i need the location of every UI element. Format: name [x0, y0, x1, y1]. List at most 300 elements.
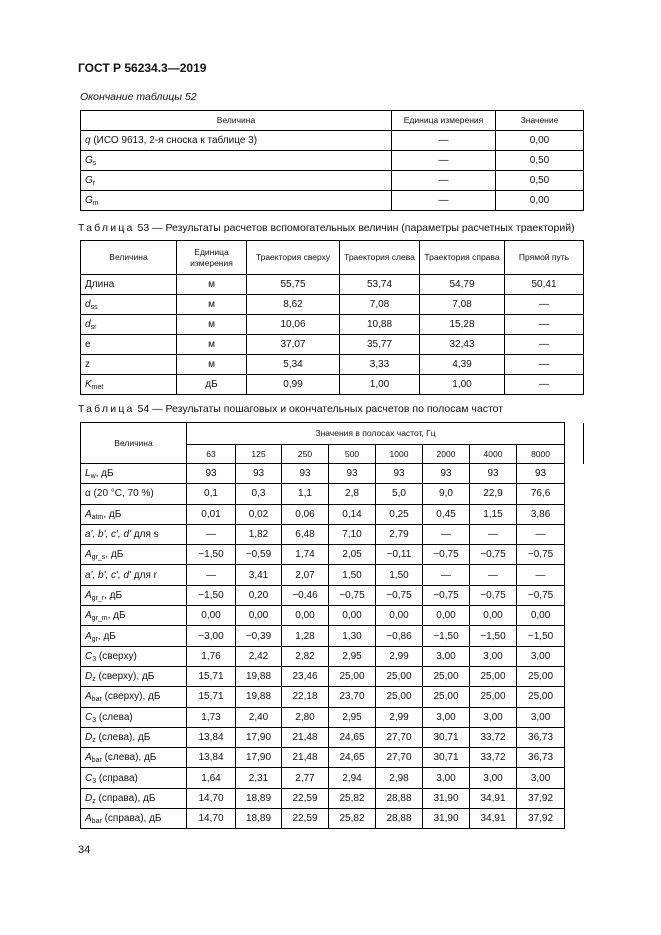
table54-cell-value: 19,88 [236, 687, 282, 707]
label-rest: (сверху) [96, 650, 137, 662]
table54-cell-value: — [470, 565, 517, 585]
table54-cell-value: 2,40 [236, 707, 282, 727]
table54-header-freq: 8000 [517, 445, 565, 464]
table54-cell-value: 24,65 [329, 748, 376, 768]
table53-cell-value: 7,08 [420, 295, 505, 315]
table54-cell-value: 1,64 [187, 768, 236, 788]
subscript: 3 [92, 777, 97, 785]
table52-header-unit: Единица измерения [392, 111, 496, 131]
table54-row [81, 565, 584, 585]
table53-cell-value: 32,43 [420, 335, 505, 355]
table54-cell-value: 18,89 [236, 809, 282, 829]
table54-cell-value: 1,76 [187, 646, 236, 666]
table53-cell-value: 37,07 [247, 335, 340, 355]
table54-cell-value: 17,90 [236, 727, 282, 747]
table53-header-unit: Единица измерения [177, 241, 247, 275]
table54-cell-value: 22,18 [282, 687, 329, 707]
table54-header-group: Значения в полосах частот, Гц [187, 423, 565, 445]
table54-cell-value: −0,11 [376, 545, 423, 565]
table54-spacer [565, 464, 584, 484]
table53-header-name: Величина [81, 241, 177, 275]
table52-cell-unit: — [392, 131, 496, 151]
table52-caption: Окончание таблицы 52 [80, 91, 197, 103]
table54-cell-value: 6,48 [282, 524, 329, 544]
subscript: z [92, 676, 96, 684]
table54-cell-value: 2,77 [282, 768, 329, 788]
table54-header-freq: 1000 [376, 445, 423, 464]
table54-cell-name [81, 727, 187, 747]
table54-cell-value: 93 [517, 464, 565, 484]
symbol: A [85, 610, 92, 622]
table54-spacer [565, 565, 584, 585]
table54-row [81, 464, 584, 484]
label-rest: , дБ [95, 468, 114, 480]
table54-row [81, 484, 584, 504]
table54-cell-value: 25,00 [376, 687, 423, 707]
label-rest: (ИСО 9613, 2-я сноска к таблице 3) [90, 135, 258, 146]
subscript: s [92, 160, 97, 167]
table54-cell-value: −1,50 [423, 626, 470, 646]
table52-row [81, 191, 584, 211]
table52-row [81, 151, 584, 171]
symbol: A [85, 630, 92, 642]
label-rest: для s [131, 529, 159, 541]
table54-cell-name [81, 626, 187, 646]
table54-spacer [565, 646, 584, 666]
table54-spacer [565, 748, 584, 768]
table54-cell-value: 3,86 [517, 504, 565, 524]
symbol: q [85, 135, 91, 146]
table54-header-freq: 4000 [470, 445, 517, 464]
table54-cell-value: −0,75 [470, 585, 517, 605]
table54-cell-name [81, 666, 187, 686]
subscript: gr_m [91, 615, 108, 623]
label-rest: (слева) [96, 711, 133, 723]
symbol: A [85, 508, 92, 520]
table54-cell-value: 18,89 [236, 788, 282, 808]
table54-cell-value: −0,75 [470, 545, 517, 565]
table54-cell-name [81, 545, 187, 565]
table53-row [81, 355, 584, 375]
table52-cell-name [81, 191, 392, 211]
table53-row [81, 335, 584, 355]
subscript: bar [91, 757, 102, 765]
label-rest: , дБ [104, 589, 123, 601]
table54-cell-value: 21,48 [282, 748, 329, 768]
symbol: G [85, 155, 93, 166]
table54-cell-value: −1,50 [470, 626, 517, 646]
table53-row [81, 295, 584, 315]
symbol: L [85, 468, 91, 480]
table53-cell-value: 7,08 [340, 295, 420, 315]
table54-cell-value: 2,05 [329, 545, 376, 565]
table54-cell-name [81, 687, 187, 707]
table54-cell-value: 25,00 [470, 687, 517, 707]
label-rest: (слева), дБ [95, 732, 151, 743]
subscript: ss [90, 304, 98, 311]
table53-cell-value: — [505, 295, 584, 315]
table53-cell-value: — [505, 315, 584, 335]
table53-cell-value: 1,00 [340, 375, 420, 395]
table52-cell-name [81, 171, 392, 191]
table52-cell-value: 0,50 [496, 151, 584, 171]
table52-header-name: Величина [81, 111, 392, 131]
table54-cell-value: 3,00 [470, 707, 517, 727]
symbol: Длина [85, 279, 115, 290]
table54-spacer [565, 788, 584, 808]
table54-cell-value: 0,00 [376, 606, 423, 626]
table52-row [81, 171, 584, 191]
table54-cell-name [81, 484, 187, 504]
table53-cell-value: — [505, 355, 584, 375]
table54-row [81, 727, 584, 747]
symbol: A [85, 752, 92, 764]
subscript: 3 [92, 655, 97, 663]
table54-cell-value: −1,50 [187, 585, 236, 605]
table53-cell-value: 3,33 [340, 355, 420, 375]
table54-row [81, 504, 584, 524]
table54-cell-value: 0,06 [282, 504, 329, 524]
table54-cell-value: 9,0 [423, 484, 470, 504]
table54-header-freq: 125 [236, 445, 282, 464]
table54-cell-value: −0,59 [236, 545, 282, 565]
table53-cell-value: 53,74 [340, 275, 420, 295]
table54-cell-value: 3,41 [236, 565, 282, 585]
table54-cell-value: 93 [236, 464, 282, 484]
subscript: gr_s [91, 554, 106, 562]
table54-caption: Таблица 54 — Результаты пошаговых и окончательных расчетов по полосам частот [78, 403, 504, 415]
table54-spacer [565, 707, 584, 727]
table53-row [81, 315, 584, 335]
table54-cell-value: 2,07 [282, 565, 329, 585]
table52-header-value: Значение [496, 111, 584, 131]
symbol: A [85, 589, 92, 601]
table54-row [81, 788, 584, 808]
subscript: w [90, 473, 96, 481]
table53-cell-unit: м [177, 335, 247, 355]
symbol: K [85, 379, 92, 390]
table54-cell-name [81, 809, 187, 829]
table54-cell-value: 25,82 [329, 809, 376, 829]
symbol: C [85, 650, 93, 662]
table54-cell-value: −3,00 [187, 626, 236, 646]
table54-cell-value: 27,70 [376, 748, 423, 768]
label-rest: (сверху), дБ [95, 671, 155, 683]
table53-header-left: Траектория слева [340, 241, 420, 275]
table54-cell-name [81, 707, 187, 727]
table54-cell-value: 31,90 [423, 809, 470, 829]
subscript: m [92, 200, 99, 207]
table54-row [81, 606, 584, 626]
table54-cell-value: −0,75 [517, 585, 565, 605]
table54-cell-value: 2,95 [329, 707, 376, 727]
table53-cell-value: 0,99 [247, 375, 340, 395]
table54-cell-value: 37,92 [517, 809, 565, 829]
table54-cell-value: 23,46 [282, 666, 329, 686]
table54-spacer [565, 626, 584, 646]
table54-cell-name [81, 606, 187, 626]
table54-row [81, 707, 584, 727]
table54-cell-value: 0,00 [517, 606, 565, 626]
table54-cell-value: — [423, 524, 470, 544]
table54-cell-value: — [187, 524, 236, 544]
label-rest: , дБ [97, 630, 116, 642]
table54-cell-value: 2,31 [236, 768, 282, 788]
symbol: a', b', c', d' [85, 569, 131, 581]
table54-cell-value: −0,75 [423, 585, 470, 605]
table54-cell-value: 28,88 [376, 809, 423, 829]
table54-cell-value: 1,50 [329, 565, 376, 585]
table53-cell-unit: м [177, 275, 247, 295]
table54-cell-value: — [423, 565, 470, 585]
table54-cell-value: −1,50 [187, 545, 236, 565]
table54-cell-value: −0,46 [282, 585, 329, 605]
table54-cell-value: 2,80 [282, 707, 329, 727]
table54-spacer [565, 606, 584, 626]
symbol: d [85, 319, 91, 330]
subscript: bar [91, 818, 102, 826]
table54-cell-value: 34,91 [470, 809, 517, 829]
label-rest: , дБ [105, 549, 124, 561]
table53-cell-name [81, 375, 177, 395]
table54-cell-value: 93 [376, 464, 423, 484]
table54-cell-value: 3,00 [517, 707, 565, 727]
table54-row [81, 748, 584, 768]
table54-cell-value: 15,71 [187, 687, 236, 707]
table54-cell-value: 17,90 [236, 748, 282, 768]
subscript: z [92, 737, 96, 744]
subscript: z [92, 797, 96, 805]
table54-cell-name [81, 524, 187, 544]
document-header: ГОСТ Р 56234.3—2019 [78, 61, 207, 75]
table53-cell-value: 54,79 [420, 275, 505, 295]
table53-cell-name [81, 355, 177, 375]
subscript: 3 [92, 716, 97, 724]
table54-cell-value: 0,14 [329, 504, 376, 524]
table53-cell-value: 1,00 [420, 375, 505, 395]
table53-cell-value: 55,75 [247, 275, 340, 295]
table54-cell-value: 33,72 [470, 748, 517, 768]
table54-cell-value: 25,00 [376, 666, 423, 686]
table54-row [81, 524, 584, 544]
table53-cell-value: 15,28 [420, 315, 505, 335]
table53-cell-unit: м [177, 355, 247, 375]
table54-cell-value: 1,50 [376, 565, 423, 585]
symbol: e [85, 339, 91, 350]
table54-cell-value: 3,00 [423, 646, 470, 666]
table54-row [81, 626, 584, 646]
table54-cell-value: 0,00 [470, 606, 517, 626]
table54-cell-value: 0,00 [329, 606, 376, 626]
table54-cell-value: −0,86 [376, 626, 423, 646]
table54-spacer [565, 809, 584, 829]
label-rest: (слева), дБ [101, 752, 157, 764]
table53-row [81, 275, 584, 295]
symbol: A [85, 691, 92, 703]
table54-cell-value: — [517, 565, 565, 585]
table54-cell-value: 0,00 [282, 606, 329, 626]
table54-cell-value: 25,00 [470, 666, 517, 686]
table54-row [81, 585, 584, 605]
table54-cell-value: 0,01 [187, 504, 236, 524]
symbol: D [85, 671, 93, 683]
table54-row [81, 687, 584, 707]
table54-cell-value: 1,74 [282, 545, 329, 565]
table53-row [81, 375, 584, 395]
table53-cell-value: 35,77 [340, 335, 420, 355]
table54-spacer [565, 768, 584, 788]
table52 [80, 110, 584, 211]
table54-cell-value: 22,59 [282, 788, 329, 808]
table53-cell-value: 10,88 [340, 315, 420, 335]
table53-cell-unit: м [177, 315, 247, 335]
table54-cell-value: 2,95 [329, 646, 376, 666]
table54-spacer [565, 524, 584, 544]
table52-cell-name [81, 151, 392, 171]
symbol: A [85, 813, 92, 825]
table54-cell-value: 2,98 [376, 768, 423, 788]
table54-cell-value: — [187, 565, 236, 585]
table54-cell-value: 37,92 [517, 788, 565, 808]
table53-cell-value: 8,62 [247, 295, 340, 315]
subscript: sr [90, 324, 97, 331]
table54-cell-value: −1,50 [517, 626, 565, 646]
table54-cell-value: 25,00 [329, 666, 376, 686]
table54-row [81, 666, 584, 686]
table54-cell-value: 93 [423, 464, 470, 484]
table54-cell-value: 15,71 [187, 666, 236, 686]
table54-spacer [565, 666, 584, 686]
table53-cell-value: 10,06 [247, 315, 340, 335]
table53-cell-name [81, 275, 177, 295]
table54 [80, 422, 584, 829]
table54-cell-name [81, 646, 187, 666]
table54-cell-value: 25,00 [423, 687, 470, 707]
table53-cell-value: 4,39 [420, 355, 505, 375]
table54-cell-value: 1,1 [282, 484, 329, 504]
table54-cell-value: 25,82 [329, 788, 376, 808]
table54-cell-value: 31,90 [423, 788, 470, 808]
table54-cell-value: 24,65 [329, 727, 376, 747]
symbol: d [85, 299, 91, 310]
table54-header-freq: 250 [282, 445, 329, 464]
table54-cell-value: 1,82 [236, 524, 282, 544]
table54-cell-value: 0,00 [187, 606, 236, 626]
symbol: A [85, 549, 92, 561]
table54-spacer [565, 504, 584, 524]
table54-spacer [565, 687, 584, 707]
table54-cell-value: 27,70 [376, 727, 423, 747]
table52-cell-name [81, 131, 392, 151]
table54-cell-value: 0,00 [236, 606, 282, 626]
table54-cell-value: 0,45 [423, 504, 470, 524]
table54-cell-value: −0,75 [376, 585, 423, 605]
table54-cell-value: 3,00 [423, 707, 470, 727]
table54-spacer [565, 545, 584, 565]
table54-cell-value: 22,9 [470, 484, 517, 504]
table54-cell-value: 13,84 [187, 727, 236, 747]
table54-cell-value: 3,00 [470, 646, 517, 666]
table54-spacer [565, 484, 584, 504]
subscript: met [91, 384, 104, 391]
table54-cell-name [81, 748, 187, 768]
subscript: bar [91, 696, 102, 704]
table54-row [81, 646, 584, 666]
table54-cell-value: 36,73 [517, 748, 565, 768]
table53-cell-name [81, 335, 177, 355]
table54-cell-value: 2,99 [376, 707, 423, 727]
table54-cell-value: 19,88 [236, 666, 282, 686]
table54-cell-value: 2,8 [329, 484, 376, 504]
table54-cell-value: 2,79 [376, 524, 423, 544]
subscript: atm [91, 513, 104, 521]
symbol: D [85, 732, 93, 743]
table52-cell-value: 0,50 [496, 171, 584, 191]
table54-cell-name [81, 464, 187, 484]
table54-cell-value: 14,70 [187, 788, 236, 808]
table54-cell-value: 93 [470, 464, 517, 484]
table54-cell-name [81, 768, 187, 788]
table53-header-direct: Прямой путь [505, 241, 584, 275]
table54-cell-value: 13,84 [187, 748, 236, 768]
table54-cell-value: 1,30 [329, 626, 376, 646]
page-number: 34 [78, 844, 91, 856]
table54-cell-value: 30,71 [423, 727, 470, 747]
table53-cell-value: 5,34 [247, 355, 340, 375]
table54-header-freq: 500 [329, 445, 376, 464]
table53-cell-name [81, 295, 177, 315]
symbol: z [85, 359, 90, 370]
table54-cell-name [81, 565, 187, 585]
table54-cell-value: 2,99 [376, 646, 423, 666]
table54-cell-value: 14,70 [187, 809, 236, 829]
table53-caption: Таблица 53 — Результаты расчетов вспомогательных величин (параметры расчетных траекторий) [78, 222, 575, 234]
table54-cell-value: 93 [187, 464, 236, 484]
label-rest: (справа), дБ [95, 792, 156, 804]
table54-cell-value: 2,82 [282, 646, 329, 666]
table54-cell-value: 93 [329, 464, 376, 484]
label-rest: (справа) [96, 772, 138, 784]
table52-cell-unit: — [392, 171, 496, 191]
table54-header-freq: 63 [187, 445, 236, 464]
table54-cell-value: 0,3 [236, 484, 282, 504]
label-rest: , дБ [107, 610, 126, 622]
table53-cell-unit: м [177, 295, 247, 315]
table54-row [81, 768, 584, 788]
table54-cell-value: 2,42 [236, 646, 282, 666]
table54-cell-value: 1,15 [470, 504, 517, 524]
table53-cell-value: — [505, 375, 584, 395]
table54-header-freq: 2000 [423, 445, 470, 464]
table54-cell-value: 25,00 [517, 687, 565, 707]
table53-cell-value: 50,41 [505, 275, 584, 295]
table54-cell-value: 3,00 [470, 768, 517, 788]
symbol: C [85, 772, 93, 784]
table54-cell-value: 1,73 [187, 707, 236, 727]
table54-row [81, 545, 584, 565]
label-rest: (сверху), дБ [101, 691, 161, 703]
table54-cell-value: 0,02 [236, 504, 282, 524]
table54-cell-value: 25,00 [517, 666, 565, 686]
table53 [80, 240, 584, 395]
table54-spacer [565, 585, 584, 605]
table53-header-top: Траектория сверху [247, 241, 340, 275]
table53-cell-name [81, 315, 177, 335]
table53-header-right: Траектория справа [420, 241, 505, 275]
subscript: gr_r [91, 594, 105, 602]
label-rest: , дБ [103, 508, 122, 520]
table54-cell-value: 21,48 [282, 727, 329, 747]
